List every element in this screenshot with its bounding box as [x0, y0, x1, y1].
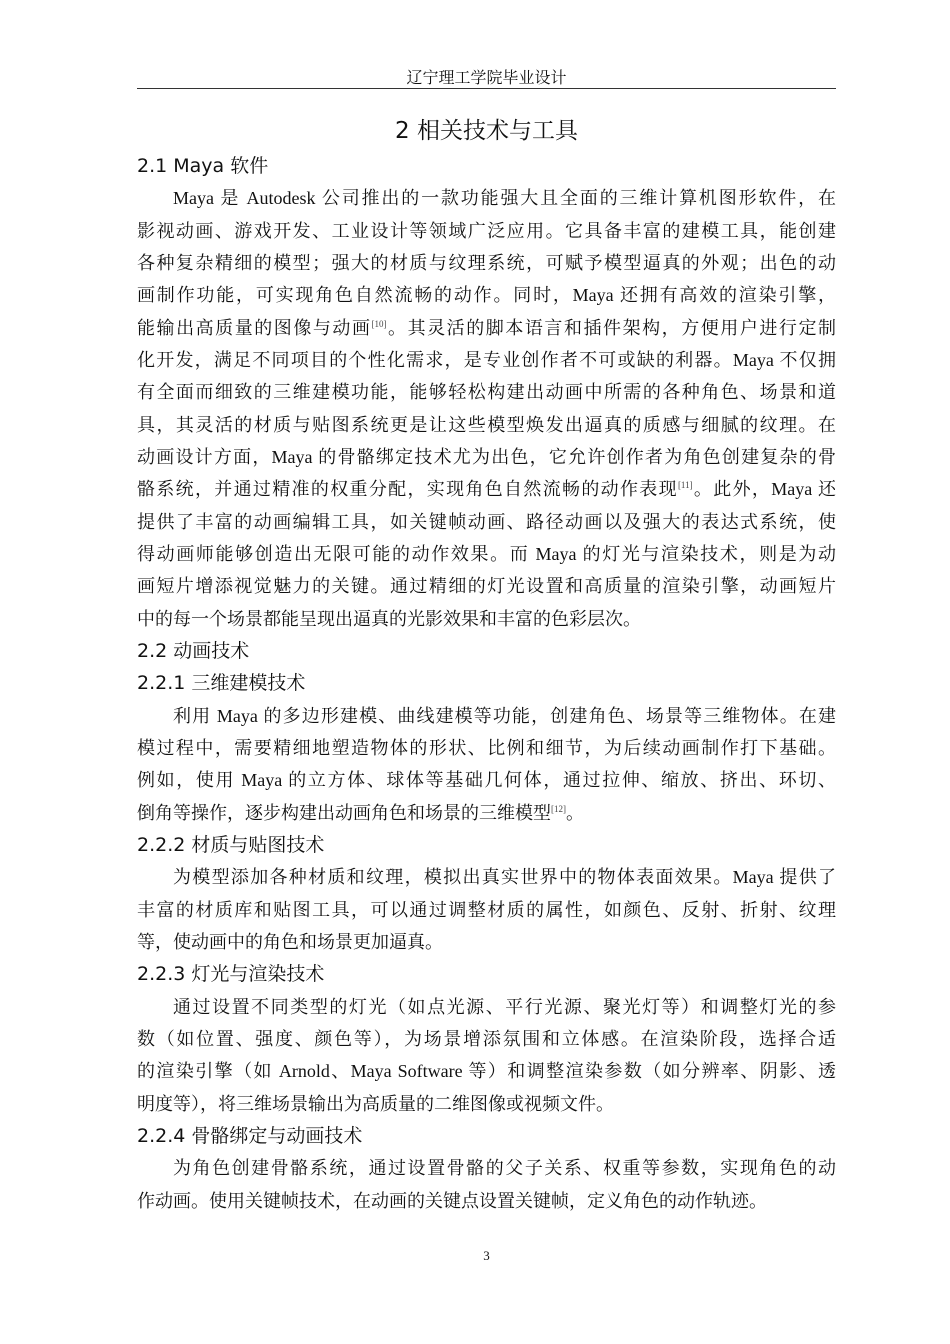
paragraph-line: 等，使动画中的角色和场景更加逼真。: [137, 931, 443, 952]
section-heading: 2.2.2 材质与贴图技术: [137, 833, 325, 856]
paragraph-line: 影视动画、游戏开发、工业设计等领域广泛应用。它具备丰富的建模工具，能创建: [137, 220, 836, 241]
section-heading: 2.2.1 三维建模技术: [137, 672, 306, 695]
paragraph-line: 各种复杂精细的模型；强大的材质与纹理系统，可赋予模型逼真的外观；出色的动: [137, 252, 836, 273]
paragraph-line: 具，其灵活的材质与贴图系统更是让这些模型焕发出逼真的质感与细腻的纹理。在: [137, 414, 836, 435]
citation: [12]: [551, 803, 566, 814]
paragraph-line: 例如，使用 Maya 的立方体、球体等基础几何体，通过拉伸、缩放、挤出、环切、: [137, 770, 836, 791]
section-heading: 2.2.3 灯光与渲染技术: [137, 963, 325, 986]
running-header: 辽宁理工学院毕业设计: [406, 70, 567, 87]
paragraph-line: 中的每一个场景都能呈现出逼真的光影效果和丰富的色彩层次。: [137, 608, 641, 629]
text: 骼系统，并通过精准的权重分配，实现角色自然流畅的动作表现: [137, 479, 678, 500]
section-heading: 2.2 动画技术: [137, 639, 250, 662]
paragraph-line: 数（如位置、强度、颜色等），为场景增添氛围和立体感。在渲染阶段，选择合适: [137, 1028, 836, 1049]
text: 。此外，Maya 还: [692, 479, 836, 500]
paragraph-line: 丰富的材质库和贴图工具，可以通过调整材质的属性，如颜色、反射、折射、纹理: [137, 899, 836, 920]
header-rule: [137, 88, 836, 89]
paragraph-line: 动画设计方面，Maya 的骨骼绑定技术尤为出色，它允许创作者为角色创建复杂的骨: [137, 446, 836, 467]
paragraph-line: 提供了丰富的动画编辑工具，如关键帧动画、路径动画以及强大的表达式系统，使: [137, 511, 836, 532]
paragraph-line: Maya 是 Autodesk 公司推出的一款功能强大且全面的三维计算机图形软件，在: [173, 188, 836, 209]
paragraph-line: 为模型添加各种材质和纹理，模拟出真实世界中的物体表面效果。Maya 提供了: [173, 867, 836, 888]
body-content: [137, 150, 836, 1217]
paragraph-line: [137, 797, 836, 829]
paragraph-line: 利用 Maya 的多边形建模、曲线建模等功能，创建角色、场景等三维物体。在建: [173, 705, 836, 726]
section-heading: 2.1 Maya 软件: [137, 155, 269, 177]
paragraph-line: 通过设置不同类型的灯光（如点光源、平行光源、聚光灯等）和调整灯光的参: [173, 996, 836, 1017]
chapter-title: 2 相关技术与工具: [395, 118, 578, 144]
text: 能输出高质量的图像与动画: [137, 317, 372, 338]
paragraph-line: [137, 312, 836, 344]
citation: [10]: [371, 318, 387, 329]
paragraph-line: 画短片增添视觉魅力的关键。通过精细的灯光设置和高质量的渲染引擎，动画短片: [137, 576, 836, 597]
paragraph-line: 作动画。使用关键帧技术，在动画的关键点设置关键帧，定义角色的动作轨迹。: [137, 1190, 767, 1211]
paragraph-line: 为角色创建骨骼系统，通过设置骨骼的父子关系、权重等参数，实现角色的动: [173, 1158, 836, 1179]
page-number: 3: [483, 1248, 490, 1263]
text: 。: [566, 802, 584, 823]
paragraph-line: 得动画师能够创造出无限可能的动作效果。而 Maya 的灯光与渲染技术，则是为动: [137, 543, 836, 564]
section-heading: 2.2.4 骨骼绑定与动画技术: [137, 1124, 363, 1147]
paragraph-line: 的渲染引擎（如 Arnold、Maya Software 等）和调整渲染参数（如分辨率、阴影、透: [137, 1061, 836, 1082]
text: 。其灵活的脚本语言和插件架构，方便用户进行定制: [386, 317, 836, 338]
paragraph-line: 画制作功能，可实现角色自然流畅的动作。同时，Maya 还拥有高效的渲染引擎，: [137, 285, 836, 306]
paragraph-line: 化开发，满足不同项目的个性化需求，是专业创作者不可或缺的利器。Maya 不仅拥: [137, 349, 836, 370]
paragraph-line: [137, 473, 836, 505]
paragraph-line: 有全面而细致的三维建模功能，能够轻松构建出动画中所需的各种角色、场景和道: [137, 382, 836, 403]
paragraph-line: 模过程中，需要精细地塑造物体的形状、比例和细节，为后续动画制作打下基础。: [137, 737, 836, 758]
citation: [11]: [677, 480, 693, 491]
paragraph-line: 明度等），将三维场景输出为高质量的二维图像或视频文件。: [137, 1093, 614, 1114]
text: 倒角等操作，逐步构建出动画角色和场景的三维模型: [137, 802, 551, 823]
